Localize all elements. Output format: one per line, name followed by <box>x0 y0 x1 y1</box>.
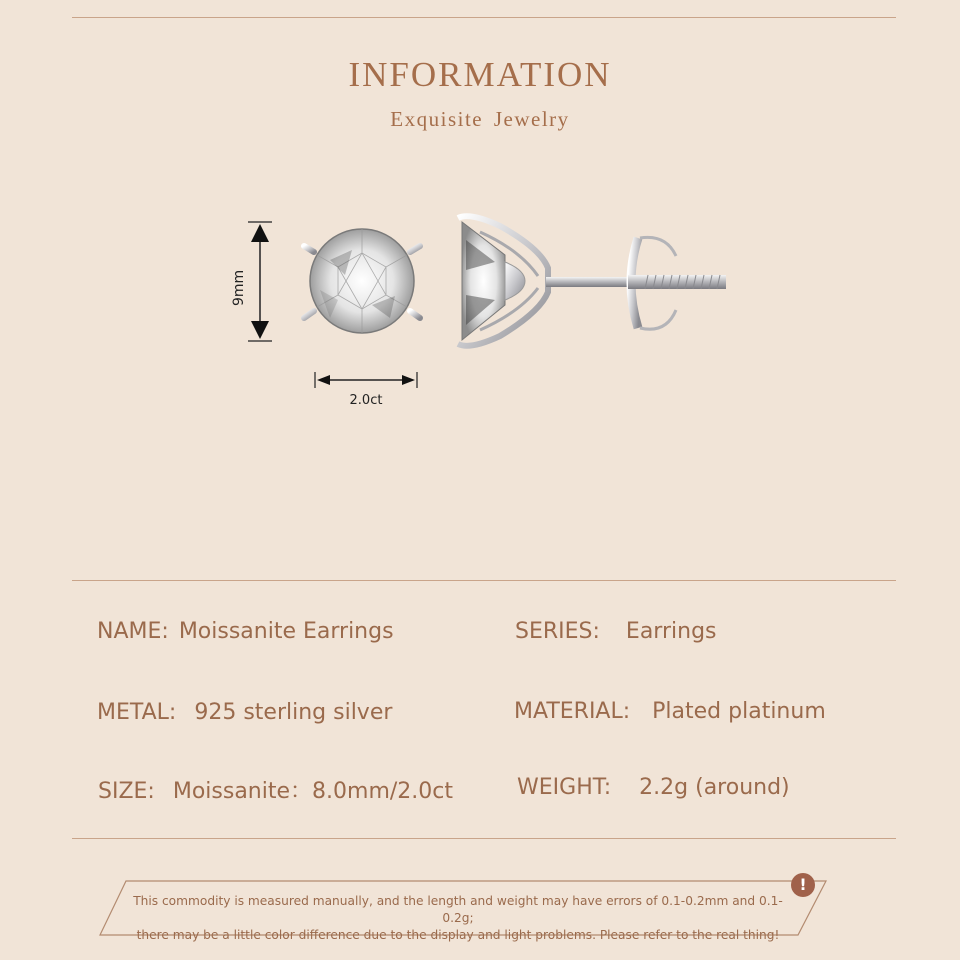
earring-side-view <box>458 216 726 346</box>
spec-metal <box>97 700 392 725</box>
notice-line-1: This commodity is measured manually, and the length and weight may have errors of 0.1-0.2mm and 0.1-0.2g; <box>133 894 783 925</box>
exclamation-icon: ! <box>791 873 815 897</box>
notice-text <box>118 893 798 944</box>
spec-material-value: Plated platinum <box>652 699 826 724</box>
height-dimension-arrow <box>248 222 272 341</box>
spec-name-key: NAME: <box>97 619 169 644</box>
product-illustration <box>0 0 960 460</box>
earring-front-view <box>304 214 420 348</box>
width-dimension-arrow <box>315 372 417 388</box>
spec-size <box>98 774 453 805</box>
page-subtitle: Exquisite Jewelry <box>390 107 570 131</box>
page-title: INFORMATION <box>348 55 612 94</box>
spec-material <box>514 699 826 724</box>
spec-material-key: MATERIAL: <box>514 699 631 724</box>
height-label: 9mm <box>231 269 247 306</box>
spec-name <box>97 619 394 644</box>
specs-bottom-divider <box>72 838 896 839</box>
spec-size-value: Moissanite：8.0mm/2.0ct <box>172 779 453 804</box>
notice-line-2: there may be a little color difference due to the display and light problems. Please refer to the real thing! <box>136 928 780 942</box>
width-label: 2.0ct <box>349 393 383 408</box>
spec-series-value: Earrings <box>625 619 717 644</box>
spec-series <box>515 619 717 644</box>
spec-series-key: SERIES: <box>515 619 600 644</box>
spec-weight <box>517 775 790 800</box>
spec-weight-key: WEIGHT: <box>517 775 612 800</box>
spec-name-value: Moissanite Earrings <box>178 619 394 644</box>
spec-size-key: SIZE: <box>98 779 155 804</box>
spec-weight-value: 2.2g (around) <box>639 775 790 800</box>
specs-top-divider <box>72 580 896 581</box>
spec-metal-value: 925 sterling silver <box>194 700 393 725</box>
spec-metal-key: METAL: <box>97 700 177 725</box>
